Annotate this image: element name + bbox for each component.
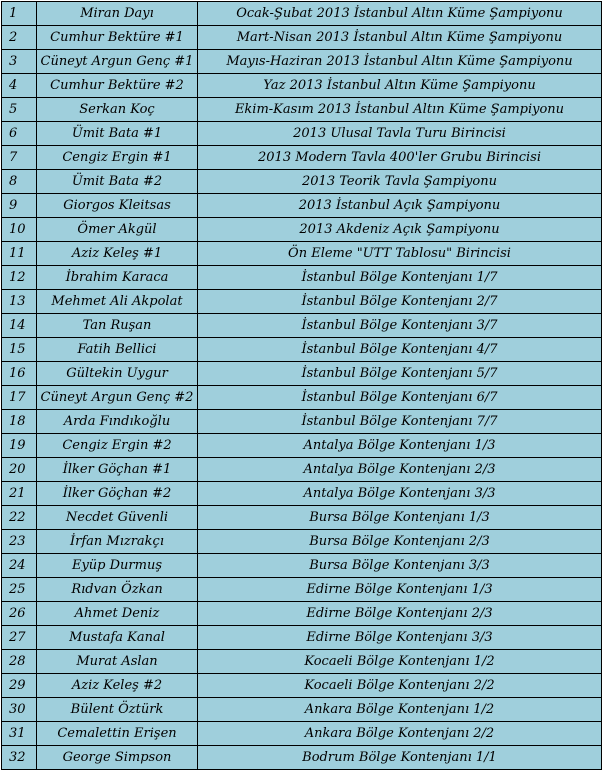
qualification-cell: 2013 Teorik Tavla Şampiyonu xyxy=(198,170,602,194)
row-number-cell: 7 xyxy=(2,146,37,170)
player-name-cell: Rıdvan Özkan xyxy=(37,578,198,602)
qualification-cell: Edirne Bölge Kontenjanı 1/3 xyxy=(198,578,602,602)
table-row xyxy=(2,578,602,602)
table-row xyxy=(2,554,602,578)
table-row xyxy=(2,722,602,746)
row-number-cell: 26 xyxy=(2,602,37,626)
player-name-cell: Tan Ruşan xyxy=(37,314,198,338)
player-name-cell: Cüneyt Argun Genç #2 xyxy=(37,386,198,410)
player-name-cell: Aziz Keleş #2 xyxy=(37,674,198,698)
qualification-cell: Mart-Nisan 2013 İstanbul Altın Küme Şampiyonu xyxy=(198,26,602,50)
qualification-cell: Ön Eleme "UTT Tablosu" Birincisi xyxy=(198,242,602,266)
qualification-cell: 2013 Ulusal Tavla Turu Birincisi xyxy=(198,122,602,146)
row-number-cell: 31 xyxy=(2,722,37,746)
qualification-cell: İstanbul Bölge Kontenjanı 3/7 xyxy=(198,314,602,338)
qualifiers-table xyxy=(1,1,602,770)
player-name-cell: Eyüp Durmuş xyxy=(37,554,198,578)
row-number-cell: 24 xyxy=(2,554,37,578)
player-name-cell: Cumhur Bektüre #1 xyxy=(37,26,198,50)
qualification-cell: Ankara Bölge Kontenjanı 1/2 xyxy=(198,698,602,722)
player-name-cell: Ömer Akgül xyxy=(37,218,198,242)
player-name-cell: Cemalettin Erişen xyxy=(37,722,198,746)
player-name-cell: Ahmet Deniz xyxy=(37,602,198,626)
qualification-cell: Mayıs-Haziran 2013 İstanbul Altın Küme Şampiyonu xyxy=(198,50,602,74)
qualification-cell: İstanbul Bölge Kontenjanı 5/7 xyxy=(198,362,602,386)
table-row xyxy=(2,194,602,218)
row-number-cell: 14 xyxy=(2,314,37,338)
table-row xyxy=(2,410,602,434)
player-name-cell: Mustafa Kanal xyxy=(37,626,198,650)
row-number-cell: 3 xyxy=(2,50,37,74)
table-row xyxy=(2,746,602,770)
table-body xyxy=(2,2,602,770)
row-number-cell: 15 xyxy=(2,338,37,362)
player-name-cell: Ümit Bata #1 xyxy=(37,122,198,146)
row-number-cell: 16 xyxy=(2,362,37,386)
player-name-cell: Cengiz Ergin #1 xyxy=(37,146,198,170)
table-row xyxy=(2,218,602,242)
row-number-cell: 1 xyxy=(2,2,37,26)
row-number-cell: 5 xyxy=(2,98,37,122)
qualification-cell: Bursa Bölge Kontenjanı 1/3 xyxy=(198,506,602,530)
qualification-cell: Edirne Bölge Kontenjanı 3/3 xyxy=(198,626,602,650)
qualification-cell: İstanbul Bölge Kontenjanı 4/7 xyxy=(198,338,602,362)
player-name-cell: Murat Aslan xyxy=(37,650,198,674)
qualification-cell: Ocak-Şubat 2013 İstanbul Altın Küme Şampiyonu xyxy=(198,2,602,26)
qualification-cell: Antalya Bölge Kontenjanı 3/3 xyxy=(198,482,602,506)
qualification-cell: Ekim-Kasım 2013 İstanbul Altın Küme Şampiyonu xyxy=(198,98,602,122)
player-name-cell: Giorgos Kleitsas xyxy=(37,194,198,218)
player-name-cell: Gültekin Uygur xyxy=(37,362,198,386)
row-number-cell: 19 xyxy=(2,434,37,458)
player-name-cell: İlker Göçhan #2 xyxy=(37,482,198,506)
row-number-cell: 8 xyxy=(2,170,37,194)
row-number-cell: 25 xyxy=(2,578,37,602)
row-number-cell: 10 xyxy=(2,218,37,242)
row-number-cell: 29 xyxy=(2,674,37,698)
table-row xyxy=(2,674,602,698)
qualification-cell: Edirne Bölge Kontenjanı 2/3 xyxy=(198,602,602,626)
table-row xyxy=(2,530,602,554)
player-name-cell: Cengiz Ergin #2 xyxy=(37,434,198,458)
table-row xyxy=(2,266,602,290)
player-name-cell: George Simpson xyxy=(37,746,198,770)
table-row xyxy=(2,26,602,50)
player-name-cell: Ümit Bata #2 xyxy=(37,170,198,194)
player-name-cell: Miran Dayı xyxy=(37,2,198,26)
qualification-cell: Kocaeli Bölge Kontenjanı 2/2 xyxy=(198,674,602,698)
player-name-cell: İrfan Mızrakçı xyxy=(37,530,198,554)
row-number-cell: 11 xyxy=(2,242,37,266)
table-row xyxy=(2,698,602,722)
table-row xyxy=(2,74,602,98)
table-row xyxy=(2,98,602,122)
table-row xyxy=(2,386,602,410)
player-name-cell: Cumhur Bektüre #2 xyxy=(37,74,198,98)
table-row xyxy=(2,50,602,74)
qualification-cell: Antalya Bölge Kontenjanı 2/3 xyxy=(198,458,602,482)
table-row xyxy=(2,314,602,338)
row-number-cell: 23 xyxy=(2,530,37,554)
table-row xyxy=(2,242,602,266)
table-row xyxy=(2,602,602,626)
table-row xyxy=(2,434,602,458)
row-number-cell: 6 xyxy=(2,122,37,146)
player-name-cell: Arda Fındıkoğlu xyxy=(37,410,198,434)
player-name-cell: Aziz Keleş #1 xyxy=(37,242,198,266)
row-number-cell: 12 xyxy=(2,266,37,290)
table-row xyxy=(2,650,602,674)
player-name-cell: Necdet Güvenli xyxy=(37,506,198,530)
qualification-cell: Ankara Bölge Kontenjanı 2/2 xyxy=(198,722,602,746)
table-row xyxy=(2,482,602,506)
row-number-cell: 21 xyxy=(2,482,37,506)
row-number-cell: 18 xyxy=(2,410,37,434)
qualification-cell: Antalya Bölge Kontenjanı 1/3 xyxy=(198,434,602,458)
qualification-cell: Bursa Bölge Kontenjanı 2/3 xyxy=(198,530,602,554)
table-row xyxy=(2,338,602,362)
row-number-cell: 2 xyxy=(2,26,37,50)
qualification-cell: Kocaeli Bölge Kontenjanı 1/2 xyxy=(198,650,602,674)
row-number-cell: 4 xyxy=(2,74,37,98)
row-number-cell: 28 xyxy=(2,650,37,674)
row-number-cell: 20 xyxy=(2,458,37,482)
row-number-cell: 13 xyxy=(2,290,37,314)
table-row xyxy=(2,362,602,386)
table-row xyxy=(2,626,602,650)
qualification-cell: Bodrum Bölge Kontenjanı 1/1 xyxy=(198,746,602,770)
player-name-cell: İbrahim Karaca xyxy=(37,266,198,290)
player-name-cell: İlker Göçhan #1 xyxy=(37,458,198,482)
qualification-cell: 2013 Modern Tavla 400'ler Grubu Birincisi xyxy=(198,146,602,170)
table-row xyxy=(2,2,602,26)
player-name-cell: Serkan Koç xyxy=(37,98,198,122)
table-row xyxy=(2,290,602,314)
qualification-cell: Bursa Bölge Kontenjanı 3/3 xyxy=(198,554,602,578)
table-row xyxy=(2,122,602,146)
qualification-cell: İstanbul Bölge Kontenjanı 1/7 xyxy=(198,266,602,290)
player-name-cell: Bülent Öztürk xyxy=(37,698,198,722)
table-row xyxy=(2,458,602,482)
player-name-cell: Mehmet Ali Akpolat xyxy=(37,290,198,314)
qualification-cell: 2013 Akdeniz Açık Şampiyonu xyxy=(198,218,602,242)
row-number-cell: 27 xyxy=(2,626,37,650)
qualification-cell: İstanbul Bölge Kontenjanı 2/7 xyxy=(198,290,602,314)
player-name-cell: Cüneyt Argun Genç #1 xyxy=(37,50,198,74)
row-number-cell: 32 xyxy=(2,746,37,770)
table-row xyxy=(2,146,602,170)
table-row xyxy=(2,170,602,194)
row-number-cell: 17 xyxy=(2,386,37,410)
qualification-cell: İstanbul Bölge Kontenjanı 7/7 xyxy=(198,410,602,434)
row-number-cell: 30 xyxy=(2,698,37,722)
qualification-cell: Yaz 2013 İstanbul Altın Küme Şampiyonu xyxy=(198,74,602,98)
row-number-cell: 9 xyxy=(2,194,37,218)
row-number-cell: 22 xyxy=(2,506,37,530)
qualification-cell: İstanbul Bölge Kontenjanı 6/7 xyxy=(198,386,602,410)
player-name-cell: Fatih Bellici xyxy=(37,338,198,362)
qualification-cell: 2013 İstanbul Açık Şampiyonu xyxy=(198,194,602,218)
table-row xyxy=(2,506,602,530)
